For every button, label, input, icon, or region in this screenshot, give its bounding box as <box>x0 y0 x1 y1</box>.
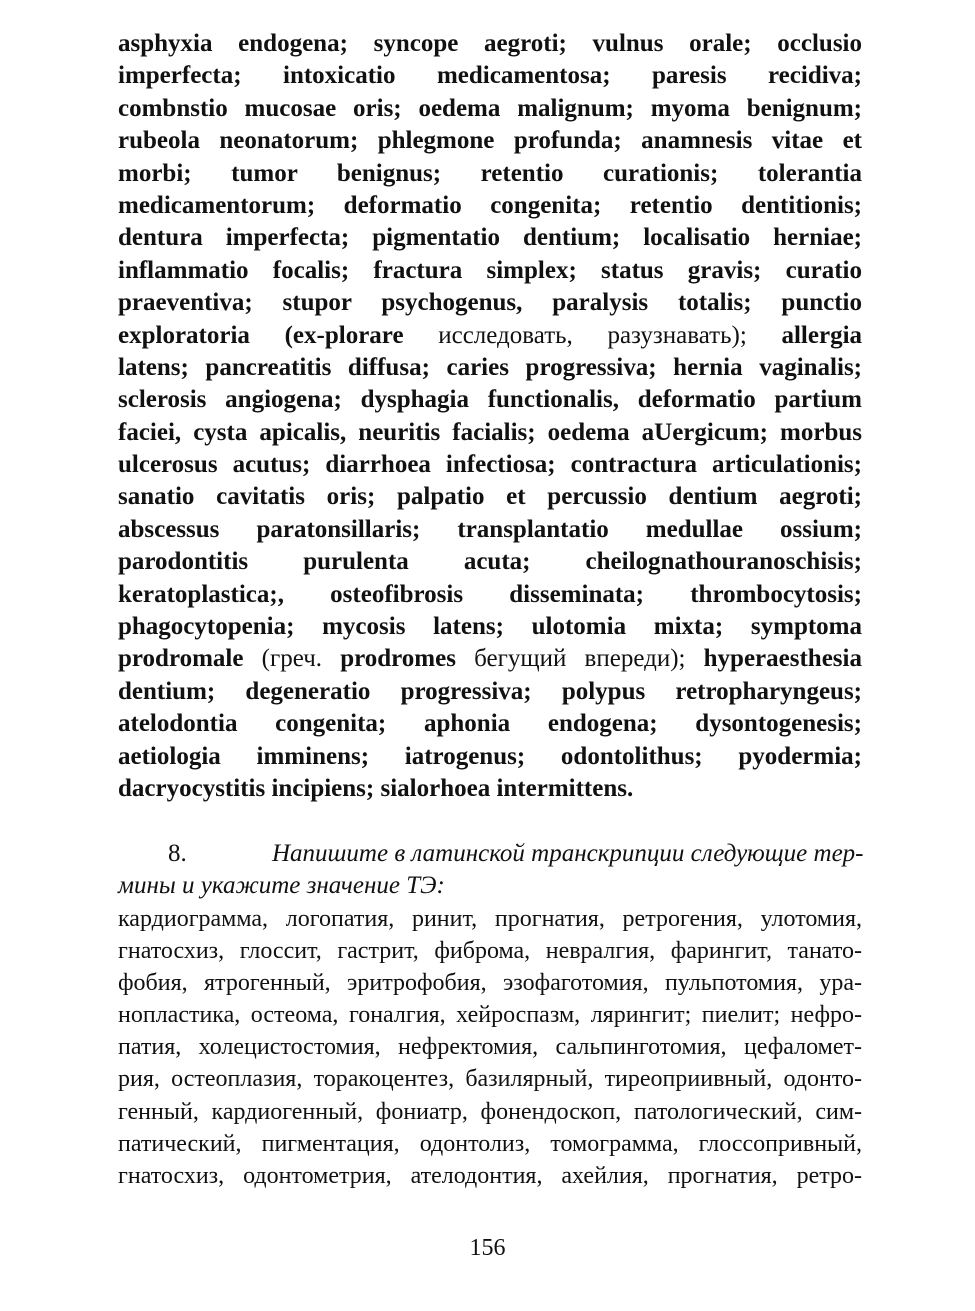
terms-line: рия, остеоплазия, торакоцентез, базилярный, тиреоприивный, одонто- <box>118 1066 862 1093</box>
latin-line-segment: dentium; degeneratio progressiva; polypus retropharyngeus; <box>118 677 862 705</box>
latin-line-segment: sclerosis angiogena; dysphagia functionalis, deformatio partium <box>118 386 862 414</box>
latin-line-segment: hyperaesthesia <box>703 645 862 673</box>
terms-line: гнатосхиз, глоссит, гастрит, фиброма, невралгия, фарингит, танато- <box>118 938 862 965</box>
latin-line-segment: ulcerosus acutus; diarrhoea infectiosa; contractura articulationis; <box>118 451 862 479</box>
latin-line-segment: бегущий впереди); <box>455 645 704 673</box>
latin-line <box>118 255 862 287</box>
latin-line <box>118 93 862 125</box>
latin-line <box>118 320 862 352</box>
latin-line <box>118 190 862 222</box>
latin-line-segment: phagocytopenia; mycosis latens; ulotomia mixta; symptoma <box>118 613 862 641</box>
latin-line-segment: dacryocystitis incipiens; sialorhoea intermittens. <box>118 774 634 802</box>
latin-line <box>118 60 862 92</box>
latin-line <box>118 352 862 384</box>
latin-line <box>118 773 862 805</box>
latin-line <box>118 384 862 416</box>
terms-line: гнатосхиз, одонтометрия, ателодонтия, ахейлия, прогнатия, ретро- <box>118 1162 862 1189</box>
exercise-title-part-2: мины и укажите значение ТЭ: <box>118 872 445 899</box>
terms-line: фобия, ятрогенный, эритрофобия, эзофаготомия, пульпотомия, ура- <box>118 970 862 997</box>
latin-line-segment: atelodontia congenita; aphonia endogena; dysontogenesis; <box>118 710 862 738</box>
latin-line <box>118 481 862 513</box>
latin-line-segment: keratoplastica;, osteofibrosis disseminata; thrombocytosis; <box>118 580 862 608</box>
latin-line-segment: morbi; tumor benignus; retentio curationis; tolerantia <box>118 159 862 187</box>
latin-line <box>118 676 862 708</box>
terms-line: патический, пигментация, одонтолиз, томограмма, глоссопривный, <box>118 1130 862 1157</box>
latin-line-segment: allergia <box>781 321 862 349</box>
latin-line-segment: prodromale <box>118 645 244 673</box>
exercise-number: 8. <box>168 840 187 867</box>
latin-line <box>118 708 862 740</box>
latin-line <box>118 741 862 773</box>
latin-line <box>118 611 862 643</box>
latin-line <box>118 514 862 546</box>
latin-line <box>118 222 862 254</box>
latin-line-segment: sanatio cavitatis oris; palpatio et percussio dentium aegroti; <box>118 483 862 511</box>
terms-line: кардиограмма, логопатия, ринит, прогнатия, ретрогения, улотомия, <box>118 906 862 932</box>
latin-terms-paragraph <box>118 28 862 805</box>
latin-line <box>118 449 862 481</box>
exercise-heading-line-1 <box>118 838 918 870</box>
latin-line-segment: praeventiva; stupor psychogenus, paralysis totalis; punctio <box>118 289 862 317</box>
latin-line <box>118 546 862 578</box>
latin-line-segment: asphyxia endogena; syncope aegroti; vulnus orale; occlusio <box>118 30 862 57</box>
latin-line-segment: исследовать, разузнавать); <box>403 321 782 349</box>
latin-line-segment: inflammatio focalis; fractura simplex; status gravis; curatio <box>118 256 862 284</box>
latin-line-segment: rubeola neonatorum; phlegmone profunda; anamnesis vitae et <box>118 127 862 155</box>
latin-line <box>118 417 862 449</box>
latin-terms-block <box>118 28 862 805</box>
latin-line-segment: medicamentorum; deformatio congenita; retentio dentitionis; <box>118 191 862 219</box>
latin-line <box>118 643 862 675</box>
latin-line <box>118 28 862 60</box>
latin-line-segment: parodontitis purulenta acuta; cheilognathouranoschisis; <box>118 548 862 576</box>
terms-line: патия, холецистостомия, нефректомия, сальпинготомия, цефаломет- <box>118 1034 862 1061</box>
page-number: 156 <box>469 1235 506 1261</box>
latin-line-segment: (греч. <box>243 645 341 673</box>
latin-line <box>118 579 862 611</box>
exercise-title-part-1: Напишите в латинской транскрипции следующие тер- <box>272 840 864 867</box>
terms-line: генный, кардиогенный, фониатр, фонендоскоп, патологический, сим- <box>118 1098 862 1125</box>
exercise-heading <box>118 838 918 902</box>
latin-line-segment: dentura imperfecta; pigmentatio dentium; localisatio herniae; <box>118 224 862 252</box>
latin-line-segment: aetiologia imminens; iatrogenus; odontolithus; pyodermia; <box>118 742 862 770</box>
latin-line-segment: imperfecta; intoxicatio medicamentosa; paresis recidiva; <box>118 62 862 90</box>
latin-line <box>118 125 862 157</box>
latin-line-segment: exploratoria (ex-plorare <box>118 321 404 349</box>
latin-line-segment: prodromes <box>340 645 456 673</box>
latin-line-segment: latens; pancreatitis diffusa; caries progressiva; hernia vaginalis; <box>118 353 862 381</box>
russian-terms-paragraph <box>118 903 862 1192</box>
latin-line-segment: faciei, cysta apicalis, neuritis facialis; oedema aUergicum; morbus <box>118 418 862 446</box>
terms-line: нопластика, остеома, гоналгия, хейроспазм, лярингит; пиелит; нефро- <box>118 1002 862 1029</box>
latin-line <box>118 287 862 319</box>
latin-line-segment: combnstio mucosae oris; oedema malignum; myoma benignum; <box>118 94 862 122</box>
latin-line-segment: abscessus paratonsillaris; transplantatio medullae ossium; <box>118 515 862 543</box>
latin-line <box>118 158 862 190</box>
